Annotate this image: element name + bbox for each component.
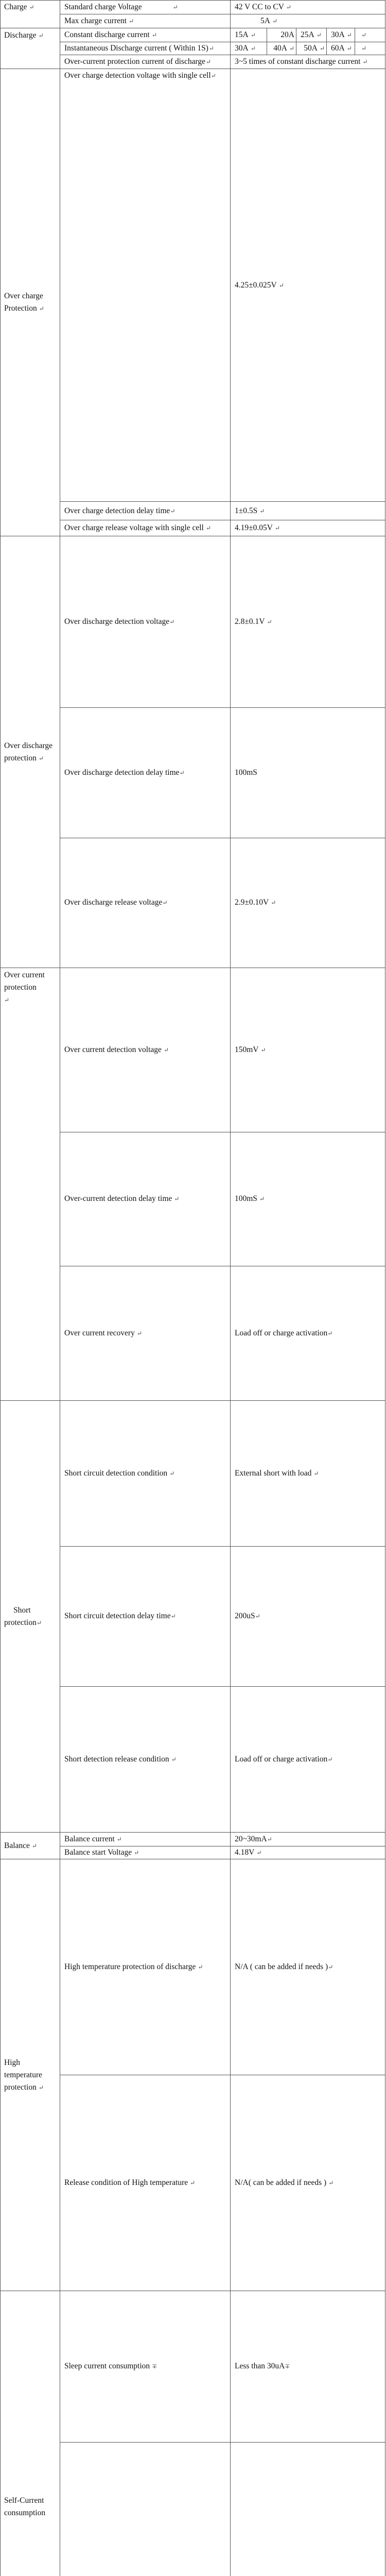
category-cell: Self-Current consumption bbox=[1, 2291, 60, 2576]
table-row bbox=[1, 1, 385, 14]
category-cell: Over charge Protection ↵ bbox=[1, 69, 60, 536]
category-cell: Charge ↵ bbox=[1, 1, 60, 28]
table-row bbox=[1, 536, 385, 708]
param-value: 5A ↵ bbox=[231, 14, 385, 28]
param-label: Over discharge detection delay time↵ bbox=[60, 708, 231, 838]
value-cell: 30A ↵ bbox=[327, 28, 355, 42]
category-cell: Discharge ↵ bbox=[1, 28, 60, 69]
value-cell: 20A bbox=[267, 28, 296, 42]
value-cell: ↵ bbox=[355, 42, 385, 55]
table-row bbox=[1, 968, 385, 1132]
param-label: High temperature protection of discharge ↵ bbox=[60, 1859, 231, 2075]
table-row bbox=[1, 1859, 385, 2075]
param-label: Constant discharge current ↵ bbox=[60, 28, 231, 42]
param-label: Balance start Voltage ↵ bbox=[60, 1846, 231, 1859]
param-value: Load off or charge activation↵ bbox=[231, 1686, 385, 1832]
param-value: 100mS bbox=[231, 708, 385, 838]
param-label: Over-current protection current of discharge↵ bbox=[60, 55, 231, 69]
param-value: 4.18V ↵ bbox=[231, 1846, 385, 1859]
param-value: 150mV ↵ bbox=[231, 968, 385, 1132]
param-value: 200uS↵ bbox=[231, 1547, 385, 1686]
param-label: Release condition of High temperature ↵ bbox=[60, 2075, 231, 2291]
category-cell: Balance ↵ bbox=[1, 1833, 60, 1859]
param-value: 4.25±0.025V ↵ bbox=[231, 69, 385, 502]
param-label bbox=[60, 2442, 231, 2576]
value-cell: 15A ↵ bbox=[231, 28, 267, 42]
category-cell: Over current protection ↵ bbox=[1, 968, 60, 1401]
table-row bbox=[1, 1833, 385, 1846]
param-value: 100mS ↵ bbox=[231, 1132, 385, 1266]
param-label: Balance current ↵ bbox=[60, 1833, 231, 1846]
param-value: N/A( can be added if needs ) ↵ bbox=[231, 2075, 385, 2291]
param-value bbox=[231, 2442, 385, 2576]
param-value: 3~5 times of constant discharge current ↵ bbox=[231, 55, 385, 69]
param-label: Sleep current consumption ∓ bbox=[60, 2291, 231, 2443]
param-label: Over charge detection delay time↵ bbox=[60, 502, 231, 520]
param-label: Over-current detection delay time ↵ bbox=[60, 1132, 231, 1266]
param-label: Standard charge Voltage ↵ bbox=[60, 1, 231, 14]
param-value: 4.19±0.05V ↵ bbox=[231, 520, 385, 536]
param-value: 20~30mA↵ bbox=[231, 1833, 385, 1846]
param-label: Over current detection voltage ↵ bbox=[60, 968, 231, 1132]
param-label: Short circuit detection condition ↵ bbox=[60, 1401, 231, 1547]
param-label: Max charge current ↵ bbox=[60, 14, 231, 28]
param-value: Load off or charge activation↵ bbox=[231, 1266, 385, 1401]
param-value: Less than 30uA∓ bbox=[231, 2291, 385, 2443]
value-cell: 60A ↵ bbox=[327, 42, 355, 55]
value-cell: 40A ↵ bbox=[267, 42, 296, 55]
spec-sheet bbox=[0, 0, 386, 431]
value-cell: 25A ↵ bbox=[296, 28, 327, 42]
table-row bbox=[1, 1401, 385, 1547]
param-label: Over discharge release voltage↵ bbox=[60, 838, 231, 968]
param-label: Short circuit detection delay time↵ bbox=[60, 1547, 231, 1686]
category-cell: Short protection↵ bbox=[1, 1401, 60, 1833]
param-value: External short with load ↵ bbox=[231, 1401, 385, 1547]
param-label: Over charge detection voltage with single cell↵ bbox=[60, 69, 231, 502]
param-label: Over current recovery ↵ bbox=[60, 1266, 231, 1401]
param-label: Over charge release voltage with single cell ↵ bbox=[60, 520, 231, 536]
value-cell: 50A ↵ bbox=[296, 42, 327, 55]
param-value: 2.9±0.10V ↵ bbox=[231, 838, 385, 968]
table-row bbox=[1, 28, 385, 42]
param-value: N/A ( can be added if needs )↵ bbox=[231, 1859, 385, 2075]
param-label: Short detection release condition ↵ bbox=[60, 1686, 231, 1832]
category-cell: High temperature protection ↵ bbox=[1, 1859, 60, 2291]
param-value: 42 V CC to CV ↵ bbox=[231, 1, 385, 14]
table-row bbox=[1, 69, 385, 502]
value-cell: ↵ bbox=[355, 28, 385, 42]
param-value: 2.8±0.1V ↵ bbox=[231, 536, 385, 708]
param-value: 1±0.5S ↵ bbox=[231, 502, 385, 520]
table-row bbox=[1, 2291, 385, 2443]
value-cell: 30A ↵ bbox=[231, 42, 267, 55]
param-label: Instantaneous Discharge current ( Within 1S)↵ bbox=[60, 42, 231, 55]
param-label: Over discharge detection voltage↵ bbox=[60, 536, 231, 708]
category-cell: Over discharge protection ↵ bbox=[1, 536, 60, 968]
